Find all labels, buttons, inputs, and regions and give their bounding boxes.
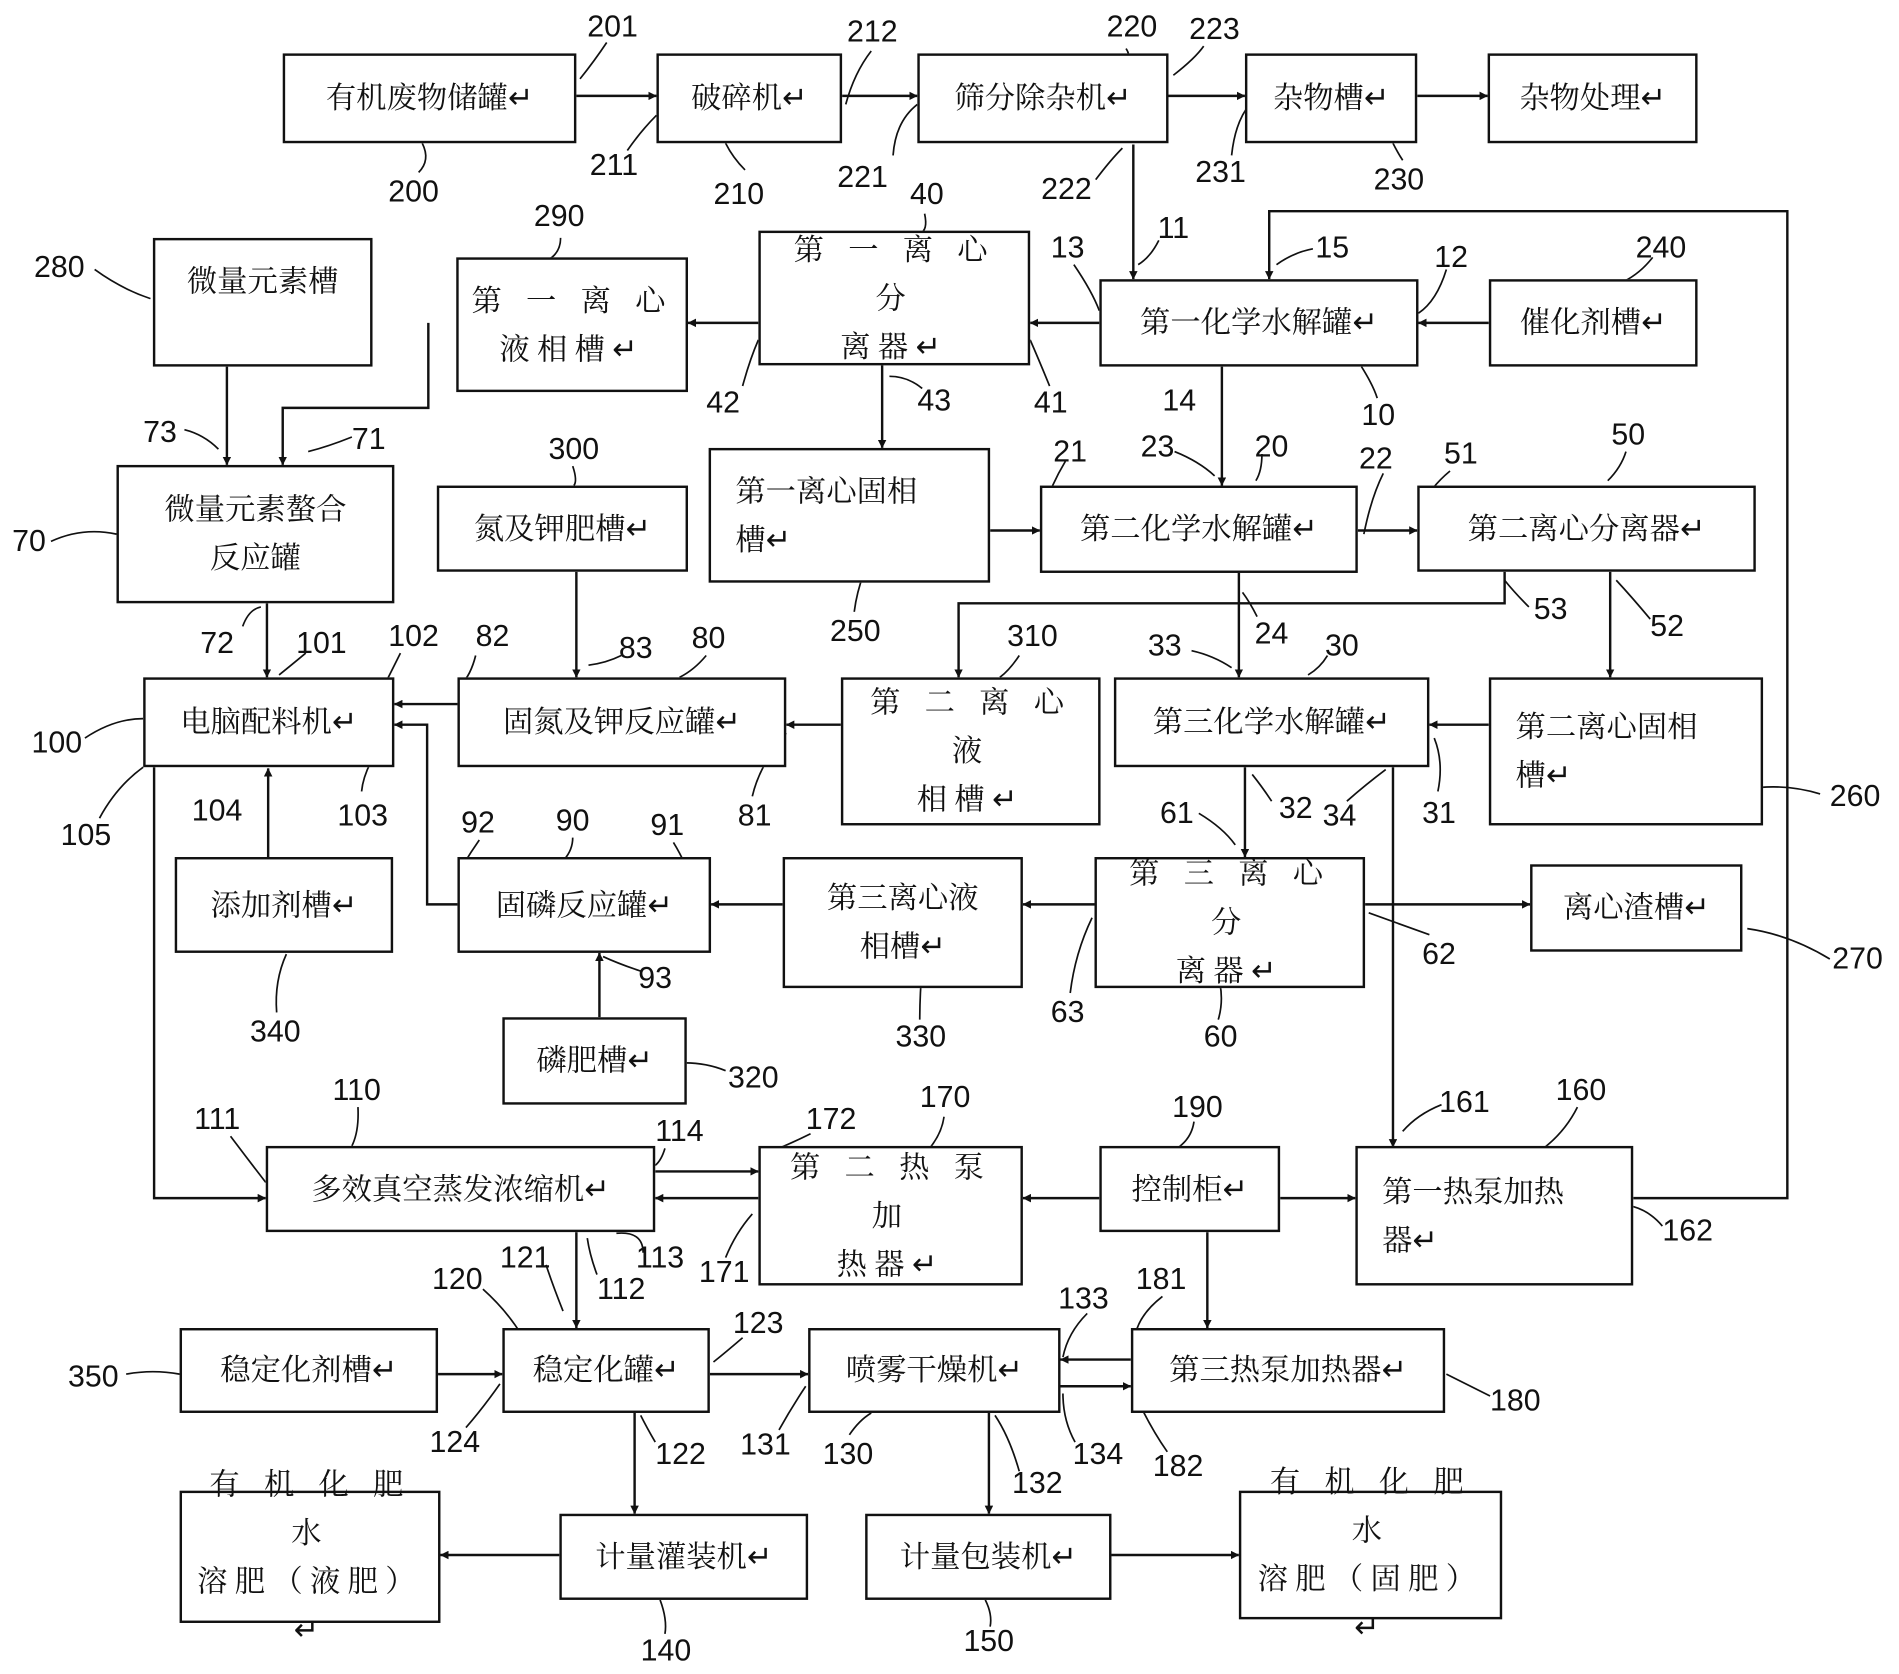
leader-230	[1393, 143, 1403, 160]
ref-340: 340	[249, 1014, 301, 1049]
leader-111	[231, 1136, 266, 1182]
ref-71: 71	[351, 422, 386, 457]
ref-60: 60	[1203, 1019, 1238, 1054]
ref-113: 113	[635, 1240, 685, 1275]
box-catalyst-tank: 催化剂槽↵	[1489, 279, 1698, 366]
leader-201	[580, 42, 607, 78]
leader-114	[655, 1148, 665, 1165]
box-first-hydrolysis-tank: 第一化学水解罐↵	[1099, 279, 1418, 366]
leader-71	[308, 437, 352, 452]
leader-70	[51, 532, 117, 542]
leader-31	[1434, 738, 1440, 791]
leader-73	[184, 430, 218, 449]
ref-134: 134	[1072, 1437, 1124, 1472]
ref-131: 131	[740, 1427, 791, 1462]
ref-230: 230	[1373, 162, 1425, 197]
ref-350: 350	[67, 1359, 119, 1394]
box-stabilization-tank: 稳定化罐↵	[502, 1328, 709, 1413]
ref-170: 170	[919, 1080, 971, 1115]
ref-110: 110	[332, 1073, 381, 1108]
ref-101: 101	[296, 626, 347, 661]
ref-14: 14	[1162, 383, 1197, 418]
ref-70: 70	[12, 524, 46, 559]
leader-160	[1543, 1107, 1577, 1148]
ref-105: 105	[60, 818, 112, 853]
ref-122: 122	[655, 1437, 706, 1472]
leader-123	[713, 1338, 742, 1362]
leader-42	[743, 340, 759, 386]
box-stabilizing-agent-tank: 稳定化剂槽↵	[180, 1328, 438, 1413]
ref-290: 290	[533, 199, 585, 234]
leader-10	[1361, 367, 1377, 399]
leader-34	[1347, 770, 1386, 802]
ref-300: 300	[548, 432, 600, 467]
ref-103: 103	[337, 798, 388, 833]
box-crusher: 破碎机↵	[656, 53, 842, 143]
leader-80	[680, 656, 707, 678]
leader-124	[466, 1384, 500, 1428]
ref-41: 41	[1033, 386, 1068, 421]
ref-21: 21	[1053, 434, 1087, 469]
ref-172: 172	[805, 1102, 857, 1137]
ref-223: 223	[1189, 12, 1240, 47]
leader-13	[1074, 265, 1099, 311]
ref-124: 124	[429, 1425, 481, 1460]
leader-62	[1369, 913, 1430, 935]
leader-131	[779, 1386, 806, 1430]
box-second-centrifuge-liquid-tank: 第 二 离 心 液 相槽↵	[841, 677, 1101, 825]
ref-72: 72	[200, 626, 234, 661]
leader-53	[1505, 580, 1529, 607]
ref-61: 61	[1160, 796, 1194, 831]
ref-102: 102	[388, 619, 439, 654]
box-metered-packing-machine: 计量包装机↵	[865, 1514, 1111, 1600]
ref-222: 222	[1041, 172, 1092, 207]
ref-201: 201	[587, 9, 638, 44]
ref-123: 123	[732, 1306, 784, 1341]
ref-40: 40	[910, 177, 944, 212]
ref-270: 270	[1832, 941, 1883, 976]
ref-210: 210	[713, 177, 765, 212]
box-second-centrifuge-solid-tank: 第二离心固相 槽↵	[1489, 677, 1763, 825]
ref-42: 42	[706, 386, 740, 421]
leader-310	[1000, 656, 1019, 678]
box-centrifuge-residue-tank: 离心渣槽↵	[1530, 864, 1742, 951]
leader-61	[1199, 813, 1235, 845]
ref-160: 160	[1555, 1073, 1607, 1108]
box-second-centrifuge: 第二离心分离器↵	[1417, 486, 1756, 572]
box-nk-fertilizer-tank: 氮及钾肥槽↵	[437, 486, 688, 572]
ref-100: 100	[31, 725, 83, 760]
box-screening-machine: 筛分除杂机↵	[917, 53, 1168, 143]
ref-43: 43	[917, 383, 952, 418]
box-second-heat-pump-heater: 第 二 热 泵 加 热器↵	[758, 1146, 1023, 1286]
ref-280: 280	[33, 250, 85, 285]
ref-83: 83	[618, 631, 653, 666]
box-organic-waste-storage: 有机废物储罐↵	[283, 53, 577, 143]
ref-13: 13	[1050, 230, 1085, 265]
leader-12	[1418, 269, 1446, 313]
ref-330: 330	[895, 1019, 947, 1054]
ref-190: 190	[1172, 1090, 1223, 1125]
ref-73: 73	[143, 415, 177, 450]
ref-180: 180	[1490, 1383, 1541, 1418]
leader-33	[1192, 651, 1232, 668]
leader-150	[985, 1600, 990, 1627]
leader-72	[243, 607, 261, 626]
ref-50: 50	[1611, 417, 1646, 452]
box-first-centrifuge-liquid-tank: 第 一 离 心 液相槽↵	[456, 257, 688, 392]
leader-52	[1616, 580, 1650, 619]
ref-133: 133	[1058, 1281, 1109, 1316]
ref-120: 120	[431, 1262, 483, 1297]
ref-221: 221	[837, 160, 888, 195]
leader-134	[1063, 1394, 1075, 1443]
leader-171	[726, 1214, 753, 1258]
leader-200	[419, 143, 426, 172]
ref-33: 33	[1147, 628, 1182, 663]
box-trace-element-tank: 微量元素槽	[153, 238, 373, 367]
leader-133	[1063, 1313, 1087, 1357]
ref-132: 132	[1011, 1466, 1063, 1501]
leader-350	[126, 1372, 179, 1374]
leader-162	[1633, 1207, 1662, 1226]
ref-91: 91	[650, 808, 685, 843]
ref-90: 90	[555, 803, 590, 838]
leader-32	[1252, 774, 1271, 801]
box-first-centrifuge: 第 一 离 心 分 离器↵	[758, 231, 1030, 366]
leader-22	[1364, 473, 1383, 534]
ref-81: 81	[737, 798, 772, 833]
leader-63	[1070, 918, 1092, 993]
leader-11	[1138, 240, 1159, 264]
ref-10: 10	[1361, 398, 1396, 433]
box-spray-dryer: 喷雾干燥机↵	[808, 1328, 1060, 1413]
leader-112	[587, 1238, 597, 1274]
ref-240: 240	[1635, 230, 1687, 265]
leader-221	[893, 104, 917, 155]
ref-140: 140	[640, 1633, 692, 1668]
leader-105	[99, 767, 143, 818]
box-first-centrifuge-solid-tank: 第一离心固相 槽↵	[709, 448, 991, 583]
box-debris-treatment: 杂物处理↵	[1488, 53, 1698, 143]
leader-122	[641, 1415, 656, 1442]
arrow-phos-fixer-to-batcher	[394, 725, 457, 905]
ref-82: 82	[475, 619, 510, 654]
ref-80: 80	[691, 621, 726, 656]
box-metered-filling-machine: 计量灌装机↵	[559, 1514, 808, 1600]
ref-53: 53	[1533, 592, 1568, 627]
ref-211: 211	[589, 148, 639, 183]
ref-150: 150	[963, 1624, 1015, 1659]
box-third-hydrolysis-tank: 第三化学水解罐↵	[1114, 677, 1429, 767]
ref-24: 24	[1254, 616, 1289, 651]
box-first-heat-pump-heater: 第一热泵加热 器↵	[1355, 1146, 1633, 1286]
leader-93	[603, 957, 641, 972]
ref-114: 114	[655, 1114, 704, 1149]
ref-200: 200	[388, 174, 439, 209]
leader-132	[995, 1415, 1019, 1471]
box-computer-batching-machine: 电脑配料机↵	[143, 677, 394, 767]
ref-63: 63	[1050, 995, 1085, 1030]
ref-161: 161	[1439, 1085, 1490, 1120]
leader-161	[1403, 1105, 1442, 1132]
leader-140	[660, 1600, 665, 1634]
ref-51: 51	[1443, 437, 1478, 471]
leader-340	[276, 954, 286, 1012]
ref-121: 121	[499, 1240, 551, 1275]
leader-180	[1446, 1374, 1490, 1396]
ref-231: 231	[1195, 155, 1246, 190]
ref-30: 30	[1325, 628, 1359, 663]
ref-130: 130	[822, 1437, 874, 1472]
leader-210	[726, 143, 745, 170]
box-control-cabinet: 控制柜↵	[1099, 1146, 1280, 1232]
leader-50	[1608, 452, 1626, 481]
box-third-centrifuge-liquid-tank: 第三离心液 相槽↵	[783, 857, 1023, 988]
ref-32: 32	[1278, 791, 1313, 826]
box-multi-effect-evaporator: 多效真空蒸发浓缩机↵	[266, 1146, 656, 1232]
ref-93: 93	[638, 961, 672, 996]
ref-112: 112	[596, 1272, 646, 1307]
box-solid-fertilizer-product: 有 机 化 肥 水 溶肥（固肥）↵	[1239, 1491, 1502, 1620]
leader-15	[1276, 249, 1312, 265]
ref-320: 320	[728, 1060, 779, 1095]
ref-34: 34	[1322, 798, 1357, 833]
ref-52: 52	[1650, 609, 1684, 644]
box-nk-fixation-reactor: 固氮及钾反应罐↵	[457, 677, 786, 767]
leader-130	[849, 1413, 871, 1435]
leader-223	[1173, 46, 1203, 75]
leader-23	[1175, 452, 1215, 476]
ref-22: 22	[1359, 441, 1393, 476]
ref-31: 31	[1422, 796, 1456, 831]
box-phosphorus-fixation-reactor: 固磷反应罐↵	[457, 857, 711, 953]
ref-171: 171	[698, 1255, 750, 1290]
ref-104: 104	[191, 793, 243, 828]
leader-41	[1030, 340, 1049, 386]
ref-15: 15	[1315, 230, 1350, 265]
box-liquid-fertilizer-product: 有 机 化 肥 水 溶肥（液肥）↵	[180, 1491, 441, 1623]
ref-12: 12	[1434, 240, 1468, 275]
ref-11: 11	[1157, 211, 1190, 246]
ref-212: 212	[846, 14, 898, 49]
box-phosphate-fertilizer-tank: 磷肥槽↵	[502, 1017, 686, 1104]
box-third-centrifuge: 第 三 离 心 分 离器↵	[1094, 857, 1365, 988]
box-third-heat-pump-heater: 第三热泵加热器↵	[1131, 1328, 1445, 1413]
ref-182: 182	[1152, 1449, 1204, 1484]
leader-110	[352, 1107, 358, 1146]
ref-310: 310	[1007, 619, 1058, 654]
box-additive-tank: 添加剂槽↵	[175, 857, 393, 953]
ref-62: 62	[1422, 937, 1456, 972]
ref-181: 181	[1135, 1262, 1187, 1297]
ref-162: 162	[1662, 1213, 1713, 1248]
ref-260: 260	[1829, 779, 1881, 814]
ref-250: 250	[829, 614, 881, 649]
leader-211	[627, 115, 656, 150]
ref-23: 23	[1140, 429, 1175, 464]
box-second-hydrolysis-tank: 第二化学水解罐↵	[1040, 486, 1358, 573]
leader-190	[1177, 1122, 1194, 1149]
leader-280	[95, 269, 151, 298]
leader-83	[588, 656, 621, 666]
ref-92: 92	[461, 806, 495, 841]
ref-220: 220	[1106, 9, 1158, 44]
box-debris-tank: 杂物槽↵	[1245, 53, 1417, 143]
box-trace-chelation-reactor: 微量元素螯合 反应罐	[116, 465, 394, 603]
leader-300	[573, 466, 576, 485]
leader-222	[1096, 148, 1123, 180]
ref-20: 20	[1254, 429, 1289, 464]
leader-100	[85, 719, 143, 738]
ref-111: 111	[194, 1102, 241, 1137]
